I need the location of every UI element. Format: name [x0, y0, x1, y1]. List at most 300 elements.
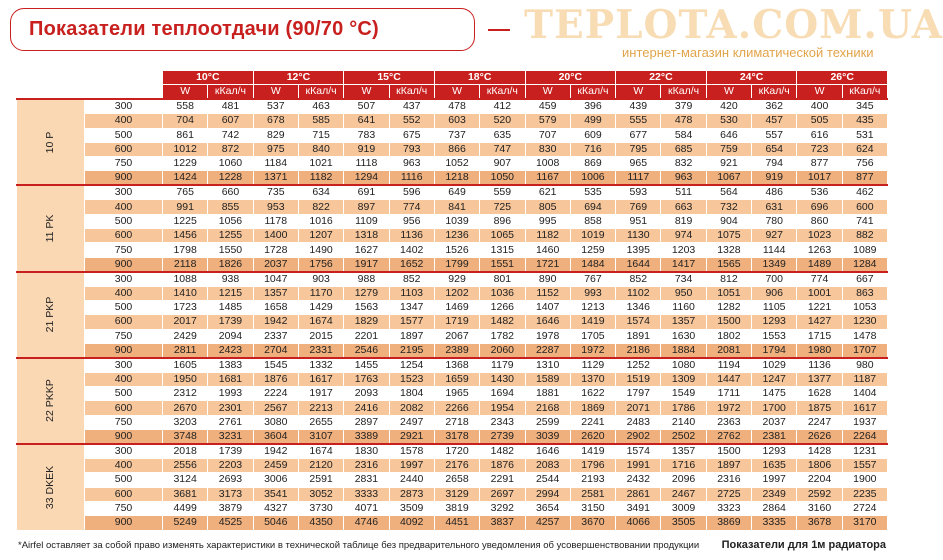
- value-kcal-cell: 1383: [208, 358, 253, 373]
- value-w-cell: 735: [253, 185, 298, 200]
- value-kcal-cell: 1019: [570, 229, 615, 243]
- value-w-cell: 1039: [434, 214, 479, 228]
- value-kcal-cell: 654: [752, 142, 797, 156]
- value-w-cell: 2718: [434, 415, 479, 429]
- table-row: [17, 99, 888, 114]
- value-kcal-cell: 1230: [842, 315, 887, 329]
- value-w-cell: 536: [797, 185, 842, 200]
- value-kcal-cell: 694: [570, 200, 615, 214]
- value-w-cell: 691: [344, 185, 389, 200]
- model-label: [17, 99, 85, 185]
- table-row: [17, 516, 888, 530]
- footnote: *Airfel оставляет за собой право изменять характеристики в технической таблице без предварительного уведомления об усовершенствовании продукции: [18, 540, 700, 551]
- value-kcal-cell: 794: [752, 157, 797, 171]
- value-kcal-cell: 858: [570, 214, 615, 228]
- value-kcal-cell: 1254: [389, 358, 434, 373]
- value-w-cell: 1891: [616, 329, 661, 343]
- value-kcal-cell: 1557: [842, 459, 887, 473]
- value-kcal-cell: 675: [389, 128, 434, 142]
- value-w-cell: 2204: [797, 473, 842, 487]
- unit-w-header: W: [344, 85, 389, 100]
- value-kcal-cell: 1203: [661, 243, 706, 257]
- value-w-cell: 5046: [253, 516, 298, 530]
- value-w-cell: 1130: [616, 229, 661, 243]
- value-kcal-cell: 2620: [570, 430, 615, 445]
- value-w-cell: 1182: [525, 229, 570, 243]
- value-w-cell: 1763: [344, 372, 389, 386]
- value-kcal-cell: 596: [389, 185, 434, 200]
- value-w-cell: 2432: [616, 473, 661, 487]
- model-name: 22 PKKP: [44, 379, 56, 423]
- length-cell: 900: [85, 343, 163, 358]
- value-w-cell: 890: [525, 272, 570, 287]
- value-kcal-cell: 1207: [298, 229, 343, 243]
- value-kcal-cell: 872: [208, 142, 253, 156]
- value-kcal-cell: 1213: [570, 300, 615, 314]
- value-w-cell: 1202: [434, 286, 479, 300]
- site-logo[interactable]: [524, 2, 943, 60]
- value-w-cell: 2725: [706, 487, 751, 501]
- value-kcal-cell: 667: [842, 272, 887, 287]
- value-kcal-cell: 1036: [480, 286, 525, 300]
- value-kcal-cell: 1739: [208, 315, 253, 329]
- value-w-cell: 953: [253, 200, 298, 214]
- value-kcal-cell: 1332: [298, 358, 343, 373]
- value-w-cell: 3178: [434, 430, 479, 445]
- value-kcal-cell: 2082: [389, 401, 434, 415]
- value-kcal-cell: 1430: [480, 372, 525, 386]
- value-w-cell: 1500: [706, 315, 751, 329]
- heat-output-table: [16, 70, 888, 531]
- value-w-cell: 1456: [163, 229, 208, 243]
- length-cell: 300: [85, 185, 163, 200]
- value-kcal-cell: 993: [570, 286, 615, 300]
- table-row: [17, 487, 888, 501]
- length-cell: 500: [85, 214, 163, 228]
- value-kcal-cell: 3879: [208, 501, 253, 515]
- unit-kcal-header: кКал/ч: [298, 85, 343, 100]
- value-w-cell: 2083: [525, 459, 570, 473]
- length-cell: 750: [85, 415, 163, 429]
- table-row: [17, 343, 888, 358]
- value-kcal-cell: 435: [842, 114, 887, 128]
- value-kcal-cell: 1523: [389, 372, 434, 386]
- value-kcal-cell: 1993: [208, 387, 253, 401]
- value-w-cell: 1950: [163, 372, 208, 386]
- value-w-cell: 2592: [797, 487, 842, 501]
- value-kcal-cell: 1215: [208, 286, 253, 300]
- value-kcal-cell: 963: [389, 157, 434, 171]
- value-kcal-cell: 819: [661, 214, 706, 228]
- value-kcal-cell: 1266: [480, 300, 525, 314]
- value-kcal-cell: 2015: [298, 329, 343, 343]
- value-w-cell: 3006: [253, 473, 298, 487]
- value-w-cell: 1565: [706, 257, 751, 272]
- value-kcal-cell: 1897: [389, 329, 434, 343]
- value-kcal-cell: 481: [208, 99, 253, 114]
- value-kcal-cell: 774: [389, 200, 434, 214]
- value-kcal-cell: 1144: [752, 243, 797, 257]
- value-w-cell: 988: [344, 272, 389, 287]
- value-kcal-cell: 3150: [570, 501, 615, 515]
- value-w-cell: 975: [253, 142, 298, 156]
- value-w-cell: 1721: [525, 257, 570, 272]
- value-w-cell: 1545: [253, 358, 298, 373]
- value-kcal-cell: 3670: [570, 516, 615, 530]
- unit-w-header: W: [253, 85, 298, 100]
- value-w-cell: 1178: [253, 214, 298, 228]
- value-kcal-cell: 2349: [752, 487, 797, 501]
- value-kcal-cell: 715: [298, 128, 343, 142]
- unit-kcal-header: кКал/ч: [752, 85, 797, 100]
- value-w-cell: 995: [525, 214, 570, 228]
- value-w-cell: 2897: [344, 415, 389, 429]
- value-kcal-cell: 1553: [752, 329, 797, 343]
- value-kcal-cell: 3170: [842, 516, 887, 530]
- value-w-cell: 3681: [163, 487, 208, 501]
- value-w-cell: 1052: [434, 157, 479, 171]
- value-w-cell: 1972: [706, 401, 751, 415]
- value-w-cell: 904: [706, 214, 751, 228]
- value-w-cell: 1318: [344, 229, 389, 243]
- value-kcal-cell: 963: [661, 171, 706, 186]
- length-cell: 300: [85, 444, 163, 459]
- table-row: [17, 272, 888, 287]
- model-name: 11 PK: [44, 214, 56, 243]
- value-w-cell: 555: [616, 114, 661, 128]
- value-kcal-cell: 1478: [842, 329, 887, 343]
- value-kcal-cell: 700: [752, 272, 797, 287]
- value-kcal-cell: 2873: [389, 487, 434, 501]
- value-w-cell: 1646: [525, 315, 570, 329]
- value-kcal-cell: 956: [389, 214, 434, 228]
- value-kcal-cell: 2423: [208, 343, 253, 358]
- value-kcal-cell: 4350: [298, 516, 343, 530]
- value-kcal-cell: 462: [842, 185, 887, 200]
- value-w-cell: 1942: [253, 315, 298, 329]
- value-w-cell: 579: [525, 114, 570, 128]
- value-kcal-cell: 1739: [208, 444, 253, 459]
- value-kcal-cell: 478: [661, 114, 706, 128]
- value-kcal-cell: 3173: [208, 487, 253, 501]
- value-w-cell: 3039: [525, 430, 570, 445]
- model-label: [17, 358, 85, 444]
- value-kcal-cell: 1578: [389, 444, 434, 459]
- value-w-cell: 1102: [616, 286, 661, 300]
- value-w-cell: 921: [706, 157, 751, 171]
- value-w-cell: 1605: [163, 358, 208, 373]
- value-kcal-cell: 1884: [661, 343, 706, 358]
- value-w-cell: 841: [434, 200, 479, 214]
- value-kcal-cell: 1700: [752, 401, 797, 415]
- value-w-cell: 1410: [163, 286, 208, 300]
- table-row: [17, 372, 888, 386]
- value-w-cell: 929: [434, 272, 479, 287]
- value-w-cell: 2081: [706, 343, 751, 358]
- value-kcal-cell: 396: [570, 99, 615, 114]
- temperature-header: 24°C: [706, 71, 797, 85]
- value-kcal-cell: 2724: [842, 501, 887, 515]
- value-w-cell: 2168: [525, 401, 570, 415]
- value-kcal-cell: 1550: [208, 243, 253, 257]
- value-w-cell: 2567: [253, 401, 298, 415]
- value-kcal-cell: 552: [389, 114, 434, 128]
- value-kcal-cell: 2140: [661, 415, 706, 429]
- value-w-cell: 3869: [706, 516, 751, 530]
- value-kcal-cell: 1050: [480, 171, 525, 186]
- value-kcal-cell: 852: [389, 272, 434, 287]
- value-kcal-cell: 3107: [298, 430, 343, 445]
- table-row: [17, 415, 888, 429]
- value-w-cell: 2337: [253, 329, 298, 343]
- value-w-cell: 1978: [525, 329, 570, 343]
- table-row: [17, 401, 888, 415]
- value-w-cell: 1489: [797, 257, 842, 272]
- value-kcal-cell: 600: [842, 200, 887, 214]
- model-name: 33 DKEK: [44, 465, 56, 509]
- value-kcal-cell: 1419: [570, 315, 615, 329]
- value-w-cell: 919: [344, 142, 389, 156]
- table-row: [17, 430, 888, 445]
- value-w-cell: 3541: [253, 487, 298, 501]
- value-w-cell: 2762: [706, 430, 751, 445]
- value-w-cell: 897: [344, 200, 389, 214]
- value-kcal-cell: 3231: [208, 430, 253, 445]
- value-w-cell: 4327: [253, 501, 298, 515]
- value-kcal-cell: 2343: [480, 415, 525, 429]
- value-kcal-cell: 660: [208, 185, 253, 200]
- value-w-cell: 1427: [797, 315, 842, 329]
- value-kcal-cell: 1756: [298, 257, 343, 272]
- value-kcal-cell: 520: [480, 114, 525, 128]
- value-w-cell: 1469: [434, 300, 479, 314]
- value-kcal-cell: 903: [298, 272, 343, 287]
- value-kcal-cell: 1247: [752, 372, 797, 386]
- value-kcal-cell: 1016: [298, 214, 343, 228]
- value-w-cell: 861: [163, 128, 208, 142]
- value-kcal-cell: 2581: [570, 487, 615, 501]
- value-kcal-cell: 1622: [570, 387, 615, 401]
- value-kcal-cell: 907: [480, 157, 525, 171]
- length-cell: 600: [85, 142, 163, 156]
- value-kcal-cell: 1796: [570, 459, 615, 473]
- model-name: 10 P: [44, 131, 56, 154]
- value-kcal-cell: 1972: [570, 343, 615, 358]
- value-w-cell: 866: [434, 142, 479, 156]
- temperature-header: 10°C: [163, 71, 254, 85]
- value-w-cell: 558: [163, 99, 208, 114]
- value-w-cell: 1965: [434, 387, 479, 401]
- value-w-cell: 1263: [797, 243, 842, 257]
- value-kcal-cell: 793: [389, 142, 434, 156]
- value-w-cell: 3678: [797, 516, 842, 530]
- value-w-cell: 1075: [706, 229, 751, 243]
- value-w-cell: 3203: [163, 415, 208, 429]
- length-cell: 600: [85, 401, 163, 415]
- value-w-cell: 2312: [163, 387, 208, 401]
- value-w-cell: 1051: [706, 286, 751, 300]
- value-kcal-cell: 855: [208, 200, 253, 214]
- value-kcal-cell: 863: [842, 286, 887, 300]
- value-w-cell: 1377: [797, 372, 842, 386]
- value-w-cell: 991: [163, 200, 208, 214]
- value-kcal-cell: 1937: [842, 415, 887, 429]
- value-w-cell: 3323: [706, 501, 751, 515]
- value-kcal-cell: 1006: [570, 171, 615, 186]
- value-w-cell: 478: [434, 99, 479, 114]
- value-kcal-cell: 559: [480, 185, 525, 200]
- value-kcal-cell: 1954: [480, 401, 525, 415]
- value-w-cell: 1221: [797, 300, 842, 314]
- value-w-cell: 1368: [434, 358, 479, 373]
- length-cell: 900: [85, 171, 163, 186]
- value-kcal-cell: 3837: [480, 516, 525, 530]
- value-w-cell: 1500: [706, 444, 751, 459]
- value-kcal-cell: 2264: [842, 430, 887, 445]
- value-w-cell: 707: [525, 128, 570, 142]
- value-w-cell: 4451: [434, 516, 479, 530]
- value-w-cell: 3160: [797, 501, 842, 515]
- value-kcal-cell: 2241: [570, 415, 615, 429]
- value-w-cell: 2704: [253, 343, 298, 358]
- value-w-cell: 860: [797, 214, 842, 228]
- value-w-cell: 1460: [525, 243, 570, 257]
- value-w-cell: 439: [616, 99, 661, 114]
- value-kcal-cell: 1116: [389, 171, 434, 186]
- value-kcal-cell: 927: [752, 229, 797, 243]
- value-kcal-cell: 716: [570, 142, 615, 156]
- value-w-cell: 400: [797, 99, 842, 114]
- value-kcal-cell: 631: [752, 200, 797, 214]
- table-row: [17, 459, 888, 473]
- length-cell: 750: [85, 157, 163, 171]
- value-kcal-cell: 780: [752, 214, 797, 228]
- value-w-cell: 2831: [344, 473, 389, 487]
- value-w-cell: 2626: [797, 430, 842, 445]
- value-w-cell: 1167: [525, 171, 570, 186]
- value-w-cell: 1723: [163, 300, 208, 314]
- length-cell: 300: [85, 272, 163, 287]
- value-kcal-cell: 1136: [389, 229, 434, 243]
- value-w-cell: 2316: [344, 459, 389, 473]
- table-row: [17, 114, 888, 128]
- value-kcal-cell: 3052: [298, 487, 343, 501]
- value-kcal-cell: 3009: [661, 501, 706, 515]
- value-w-cell: 2861: [616, 487, 661, 501]
- model-name: 21 PKP: [44, 296, 56, 333]
- value-w-cell: 1357: [253, 286, 298, 300]
- value-w-cell: 2811: [163, 343, 208, 358]
- header-blank: [17, 71, 163, 100]
- value-w-cell: 537: [253, 99, 298, 114]
- value-w-cell: 1644: [616, 257, 661, 272]
- value-kcal-cell: 624: [842, 142, 887, 156]
- value-w-cell: 4257: [525, 516, 570, 530]
- value-w-cell: 1628: [797, 387, 842, 401]
- value-kcal-cell: 1997: [752, 473, 797, 487]
- value-kcal-cell: 832: [661, 157, 706, 171]
- value-kcal-cell: 1551: [480, 257, 525, 272]
- value-kcal-cell: 1021: [298, 157, 343, 171]
- temperature-header: 26°C: [797, 71, 888, 85]
- value-w-cell: 1917: [344, 257, 389, 272]
- logo-tagline: интернет-магазин климатической техники: [622, 45, 874, 60]
- value-w-cell: 965: [616, 157, 661, 171]
- value-w-cell: 3604: [253, 430, 298, 445]
- value-kcal-cell: 1997: [389, 459, 434, 473]
- table-row: [17, 200, 888, 214]
- value-kcal-cell: 1284: [842, 257, 887, 272]
- unit-kcal-header: кКал/ч: [842, 85, 887, 100]
- value-w-cell: 1646: [525, 444, 570, 459]
- value-kcal-cell: 1786: [661, 401, 706, 415]
- value-w-cell: 1715: [797, 329, 842, 343]
- value-w-cell: 877: [797, 157, 842, 171]
- value-kcal-cell: 1549: [661, 387, 706, 401]
- value-kcal-cell: 1065: [480, 229, 525, 243]
- value-kcal-cell: 756: [842, 157, 887, 171]
- table-row: [17, 501, 888, 515]
- value-w-cell: 1711: [706, 387, 751, 401]
- value-w-cell: 646: [706, 128, 751, 142]
- value-kcal-cell: 1105: [752, 300, 797, 314]
- value-kcal-cell: 1674: [298, 315, 343, 329]
- value-w-cell: 677: [616, 128, 661, 142]
- value-kcal-cell: 2203: [208, 459, 253, 473]
- value-w-cell: 2316: [706, 473, 751, 487]
- title-divider: [488, 29, 510, 31]
- length-cell: 400: [85, 459, 163, 473]
- value-w-cell: 420: [706, 99, 751, 114]
- length-cell: 400: [85, 372, 163, 386]
- unit-kcal-header: кКал/ч: [570, 85, 615, 100]
- value-w-cell: 1875: [797, 401, 842, 415]
- value-w-cell: 1447: [706, 372, 751, 386]
- table-row: [17, 358, 888, 373]
- unit-kcal-header: кКал/ч: [389, 85, 434, 100]
- value-w-cell: 1001: [797, 286, 842, 300]
- value-w-cell: 2556: [163, 459, 208, 473]
- value-w-cell: 2546: [344, 343, 389, 358]
- value-kcal-cell: 557: [752, 128, 797, 142]
- value-w-cell: 1067: [706, 171, 751, 186]
- value-w-cell: 1008: [525, 157, 570, 171]
- table-row: [17, 315, 888, 329]
- value-kcal-cell: 345: [842, 99, 887, 114]
- value-w-cell: 1236: [434, 229, 479, 243]
- value-w-cell: 1574: [616, 444, 661, 459]
- value-kcal-cell: 3730: [298, 501, 343, 515]
- value-kcal-cell: 2693: [208, 473, 253, 487]
- value-kcal-cell: 3509: [389, 501, 434, 515]
- value-kcal-cell: 585: [298, 114, 343, 128]
- value-kcal-cell: 499: [570, 114, 615, 128]
- value-kcal-cell: 1674: [298, 444, 343, 459]
- value-w-cell: 1428: [797, 444, 842, 459]
- value-w-cell: 1455: [344, 358, 389, 373]
- value-kcal-cell: 2440: [389, 473, 434, 487]
- value-w-cell: 774: [797, 272, 842, 287]
- value-w-cell: 616: [797, 128, 842, 142]
- value-w-cell: 505: [797, 114, 842, 128]
- value-w-cell: 2067: [434, 329, 479, 343]
- value-kcal-cell: 437: [389, 99, 434, 114]
- value-w-cell: 2018: [163, 444, 208, 459]
- value-w-cell: 2266: [434, 401, 479, 415]
- value-kcal-cell: 2739: [480, 430, 525, 445]
- value-kcal-cell: 1490: [298, 243, 343, 257]
- value-kcal-cell: 1635: [752, 459, 797, 473]
